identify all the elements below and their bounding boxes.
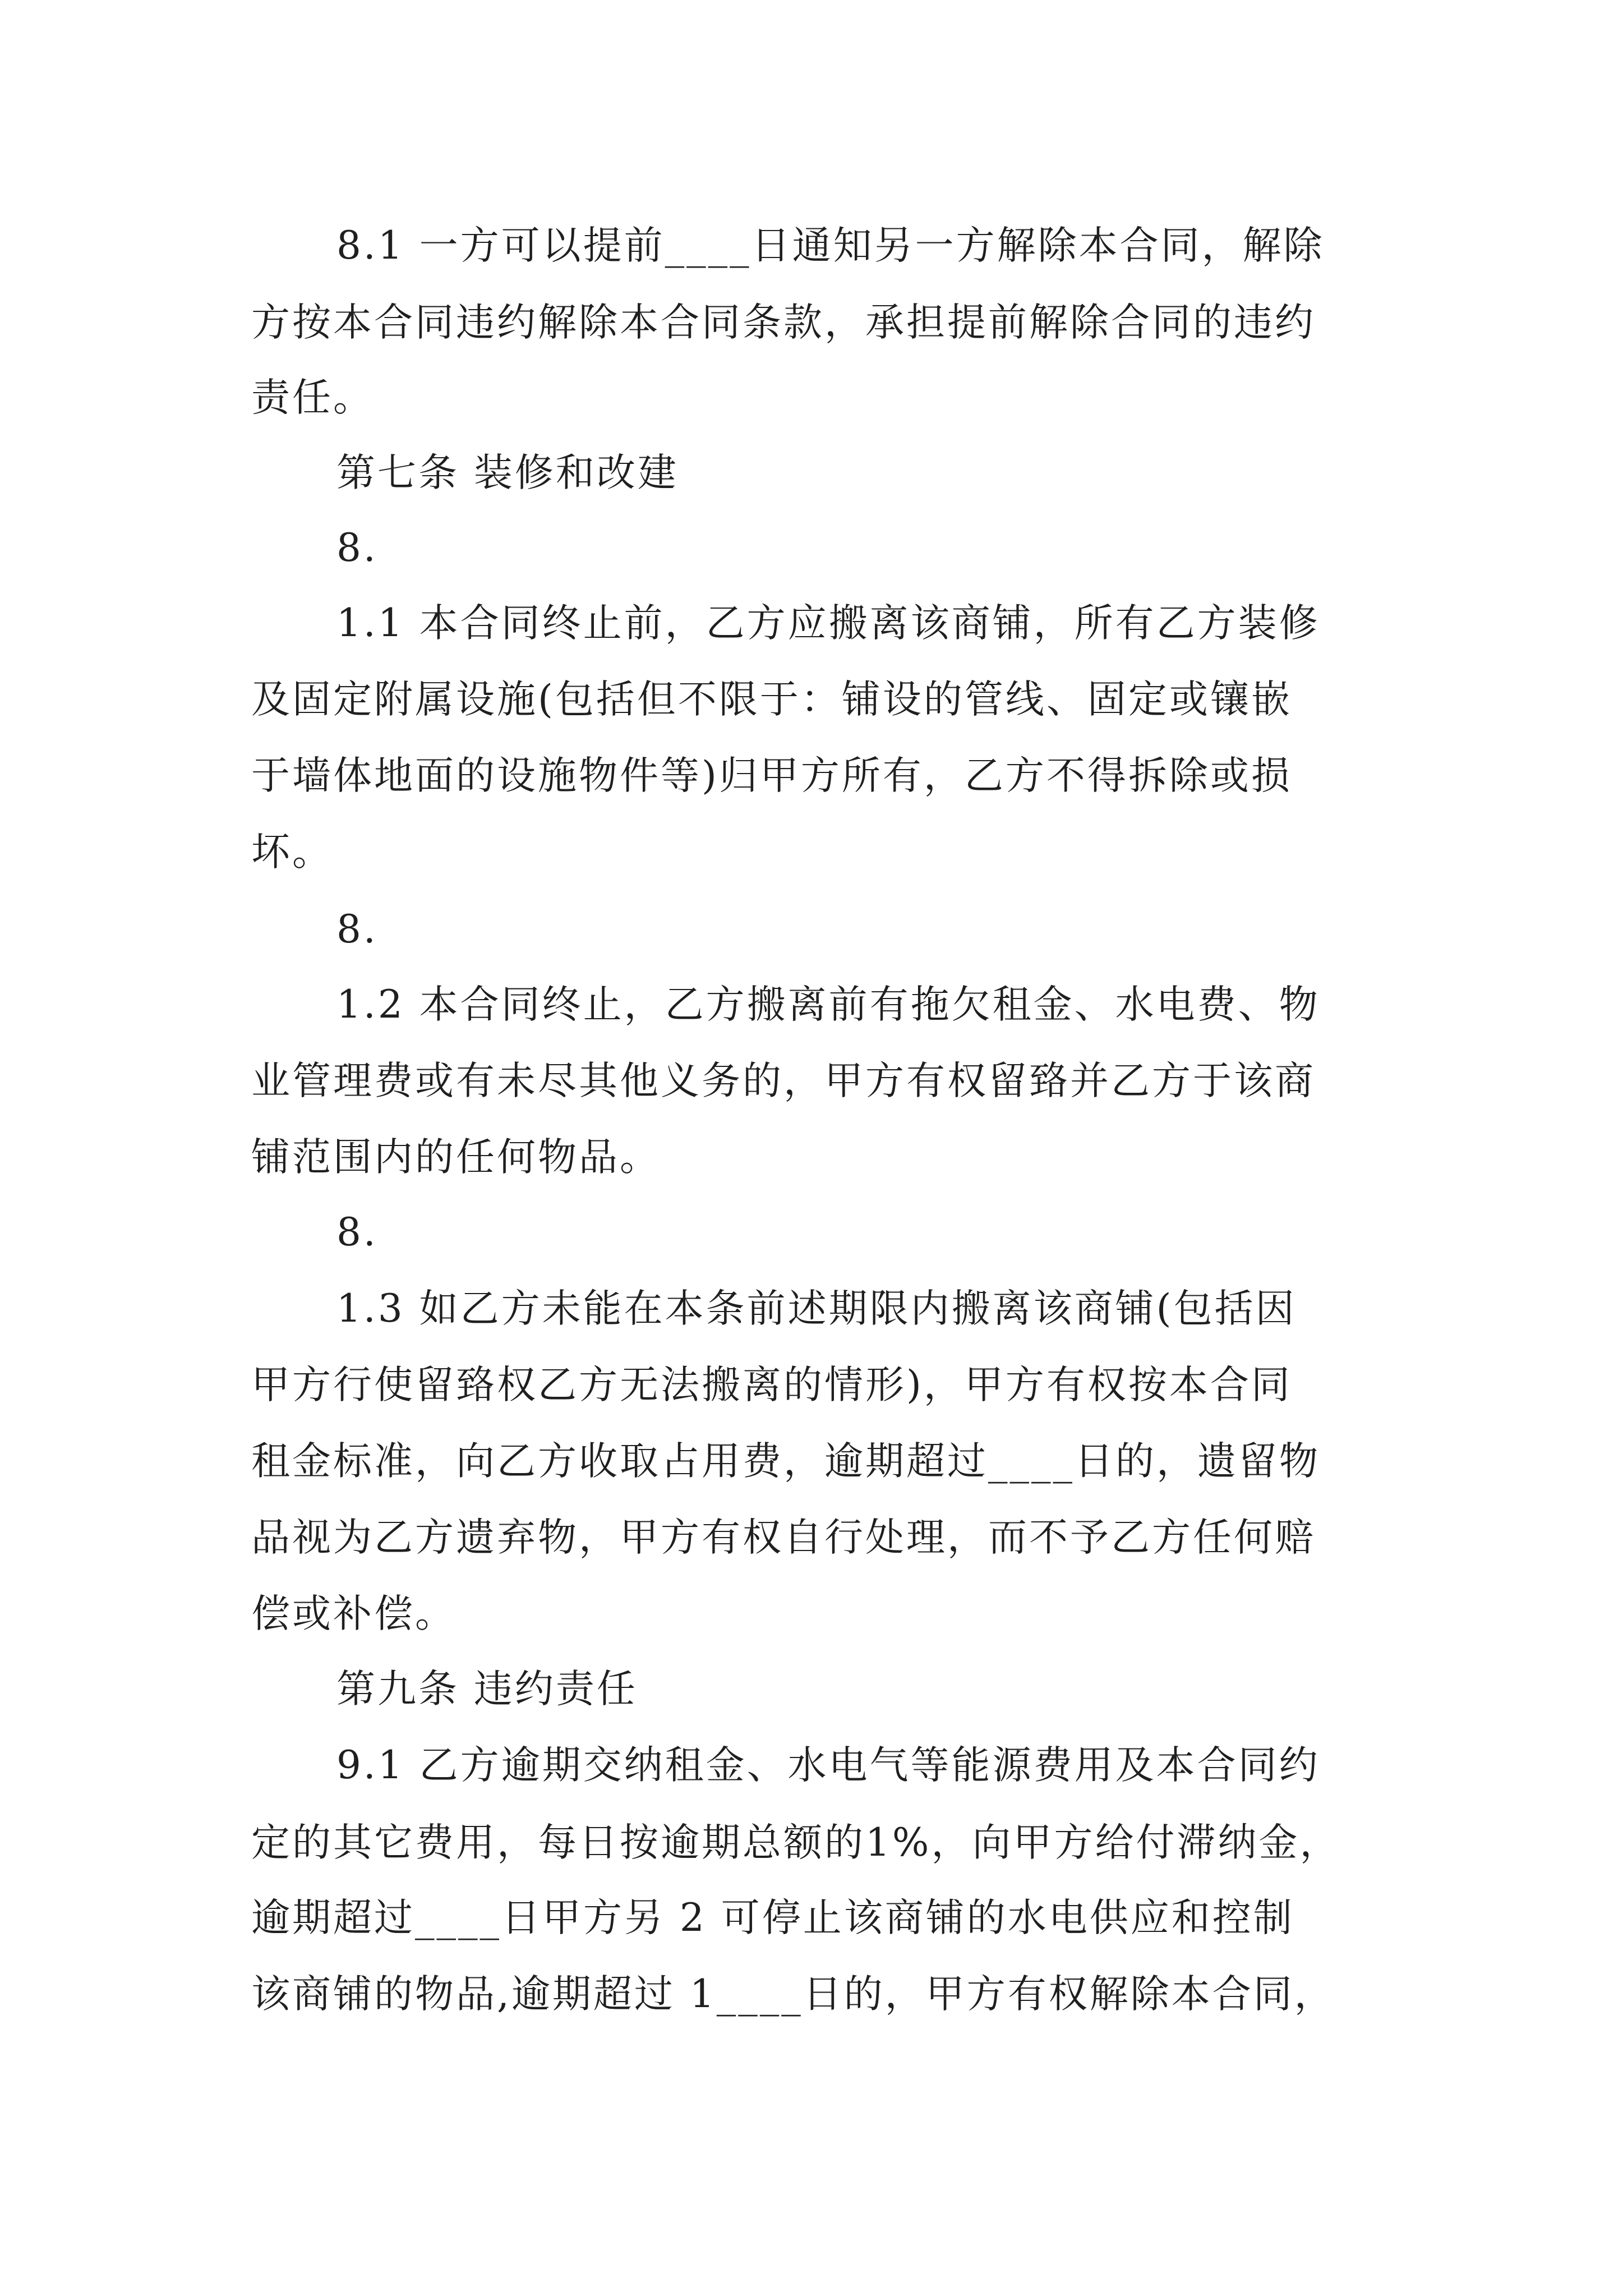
clause-1-1-line-4: 坏。 bbox=[251, 830, 333, 875]
clause-number-8-b: 8. bbox=[336, 907, 378, 952]
clause-8-1-line-1: 8.1 一方可以提前____日通知另一方解除本合同，解除 bbox=[336, 223, 1325, 268]
clause-number-8-a: 8. bbox=[336, 526, 378, 570]
clause-1-3-line-2: 甲方行使留臵权乙方无法搬离的情形)，甲方有权按本合同 bbox=[251, 1363, 1292, 1407]
clause-8-1-line-2: 方按本合同违约解除本合同条款，承担提前解除合同的违约 bbox=[251, 300, 1316, 345]
clause-8-1-line-3: 责任。 bbox=[251, 375, 374, 420]
clause-9-1-line-4: 该商铺的物品,逾期超过 1____日的，甲方有权解除本合同， bbox=[251, 1972, 1335, 2017]
article-9-heading: 第九条 违约责任 bbox=[336, 1667, 638, 1711]
clause-1-1-line-3: 于墙体地面的设施物件等)归甲方所有，乙方不得拆除或损 bbox=[251, 753, 1292, 798]
clause-1-2-line-3: 铺范围内的任何物品。 bbox=[251, 1135, 661, 1180]
clause-1-2-line-1: 1.2 本合同终止，乙方搬离前有拖欠租金、水电费、物 bbox=[336, 982, 1320, 1027]
clause-1-3-line-1: 1.3 如乙方未能在本条前述期限内搬离该商铺(包括因 bbox=[336, 1286, 1297, 1331]
clause-9-1-line-2: 定的其它费用，每日按逾期总额的1%，向甲方给付滞纳金， bbox=[251, 1820, 1341, 1865]
clause-1-2-line-2: 业管理费或有未尽其他义务的，甲方有权留臵并乙方于该商 bbox=[251, 1059, 1316, 1103]
clause-1-3-line-4: 品视为乙方遗弃物，甲方有权自行处理，而不予乙方任何赔 bbox=[251, 1515, 1316, 1560]
clause-1-1-line-2: 及固定附属设施(包括但不限于：铺设的管线、固定或镶嵌 bbox=[251, 677, 1292, 722]
clause-9-1-line-1: 9.1 乙方逾期交纳租金、水电气等能源费用及本合同约 bbox=[336, 1743, 1320, 1788]
clause-1-1-line-1: 1.1 本合同终止前，乙方应搬离该商铺，所有乙方装修 bbox=[336, 601, 1320, 646]
clause-number-8-c: 8. bbox=[336, 1210, 378, 1255]
clause-1-3-line-3: 租金标准，向乙方收取占用费，逾期超过____日的，遗留物 bbox=[251, 1439, 1320, 1484]
clause-9-1-line-3: 逾期超过____日甲方另 2 可停止该商铺的水电供应和控制 bbox=[251, 1895, 1294, 1940]
article-7-heading: 第七条 装修和改建 bbox=[336, 450, 679, 495]
clause-1-3-line-5: 偿或补偿。 bbox=[251, 1591, 456, 1636]
